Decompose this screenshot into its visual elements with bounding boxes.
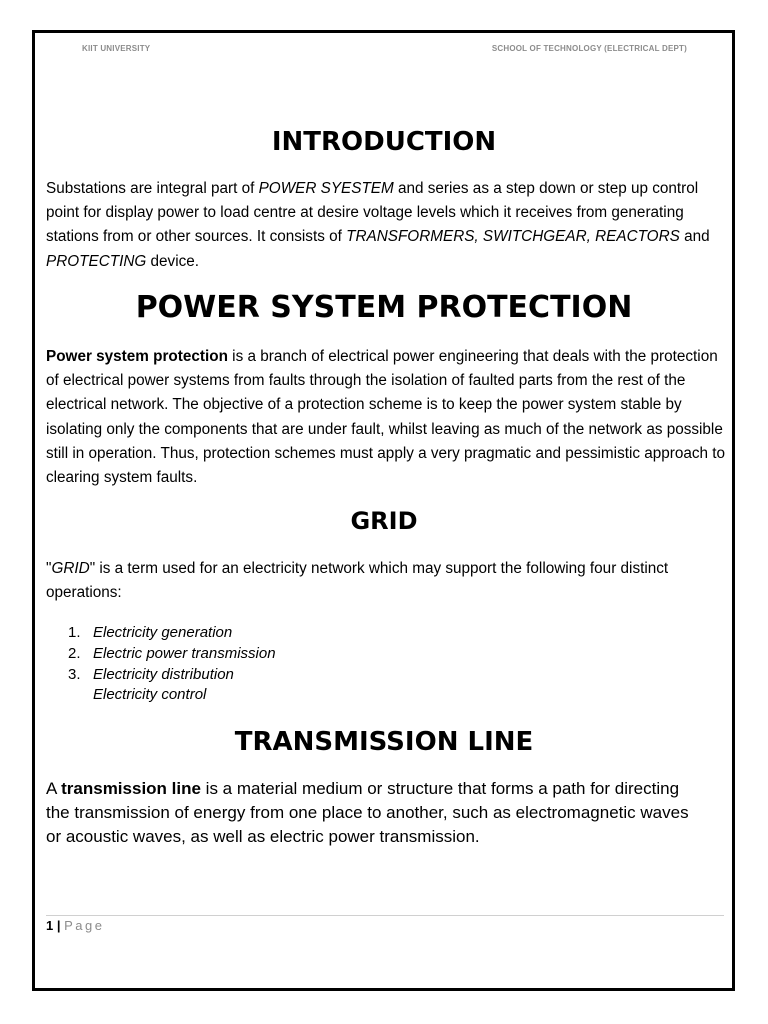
heading-introduction: INTRODUCTION	[271, 127, 497, 157]
heading-transmission-line: TRANSMISSION LINE	[234, 727, 534, 757]
list-item: Electricity control	[93, 686, 207, 704]
list-item: 1. Electricity generation	[68, 624, 233, 641]
grid-operations-list	[68, 623, 276, 706]
header-university: KIIT UNIVERSITY	[82, 44, 151, 53]
paragraph-transmission-line: A transmission line is a material medium or structure that forms a path for directing the transmission of energy from one place to another, such as electromagnetic waves or acoustic waves, as well as electric power transmission.	[46, 779, 689, 846]
paragraph-introduction: Substations are integral part of POWER SYESTEM and series as a step down or step up control point for display power to load centre at desire voltage levels which it receives from generating stations from or other sources. It consists of TRANSFORMERS, SWITCHGEAR, REACTORS and PROTECTING device.	[46, 180, 710, 270]
heading-grid: GRID	[350, 507, 418, 535]
footer-divider	[46, 915, 724, 916]
paragraph-power-system-protection: Power system protection is a branch of electrical power engineering that deals with the protection of electrical power systems from faults through the isolation of faulted parts from the rest of the electrical network. The objective of a protection scheme is to keep the power system stable by isolating only the components that are under fault, whilst leaving as much of the network as possible still in operation. Thus, protection schemes must apply a very pragmatic and pessimistic approach to clearing system faults.	[46, 348, 726, 487]
page-label: Page	[64, 918, 105, 933]
list-item: 3. Electricity distribution	[68, 665, 234, 683]
paragraph-grid: "GRID" is a term used for an electricity network which may support the following four distinct operations:	[46, 560, 669, 602]
header-department: SCHOOL OF TECHNOLOGY (ELECTRICAL DEPT)	[491, 44, 687, 53]
list-item: 2. Electric power transmission	[68, 644, 276, 662]
page-number: 1	[46, 918, 54, 933]
heading-power-system-protection: POWER SYSTEM PROTECTION	[135, 290, 633, 325]
page-footer: 1 | Page	[46, 918, 105, 933]
